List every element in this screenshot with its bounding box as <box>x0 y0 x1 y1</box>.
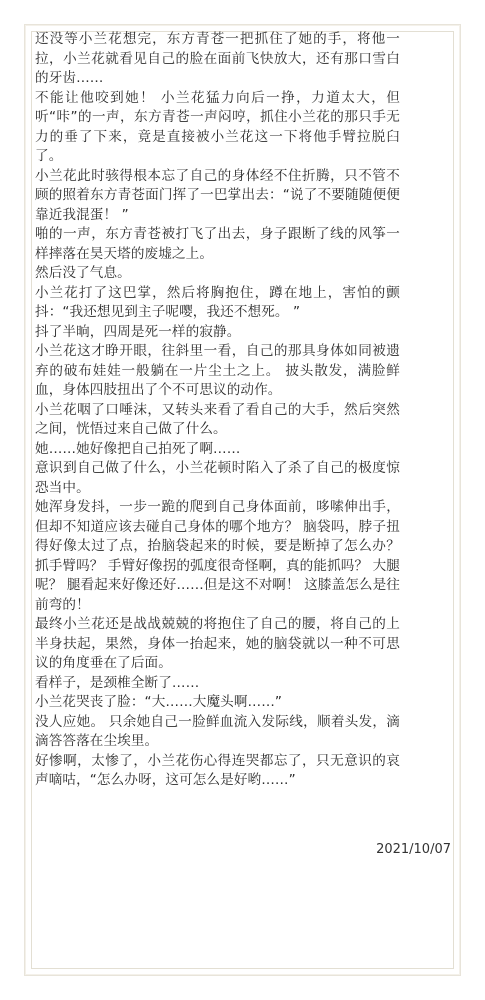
paragraph-4: 啪的一声，东方青苍被打飞了出去，身子跟断了线的风筝一样摔落在昊天塔的废墟之上。 <box>35 226 400 262</box>
story-text <box>35 30 400 791</box>
date-stamp: 2021/10/07 <box>376 842 451 857</box>
paragraph-13: 最终小兰花还是战战兢兢的将抱住了自己的腰，将自己的上半身扶起，果然，身体一抬起来，她的脑袋就以一种不可思议的角度垂在了后面。 <box>35 616 400 671</box>
paragraph-16: 没人应她。 只余她自己一脸鲜血流入发际线，顺着头发，滴滴答答落在尘埃里。 <box>35 713 400 749</box>
paragraph-2: 不能让他咬到她！ 小兰花猛力向后一挣，力道太大，但听“咔”的一声，东方青苍一声闷哼，抓住小兰花的那只手无力的垂了下来，竟是直接被小兰花这一下将他手臂拉脱臼了。 <box>35 89 400 164</box>
paragraph-10: 她……她好像把自己拍死了啊…… <box>35 440 241 457</box>
paragraph-3: 小兰花此时骇得根本忘了自己的身体经不住折腾，只不管不顾的照着东方青苍面门挥了一巴掌出去：“说了不要随随便便靠近我混蛋！ ” <box>35 167 400 223</box>
paragraph-5: 然后没了气息。 <box>35 265 131 281</box>
paragraph-9: 小兰花咽了口唾沫，又转头来看了看自己的大手，然后突然之间，恍悟过来自己做了什么。 <box>35 401 400 437</box>
paragraph-6: 小兰花打了这巴掌，然后将胸抱住，蹲在地上，害怕的颤抖：“我还想见到主子呢嘤，我还不想死。 ” <box>35 284 400 320</box>
paragraph-17: 好惨啊，太惨了，小兰花伤心得连哭都忘了，只无意识的哀声嘀咕，“怎么办呀，这可怎么是好哟……” <box>35 752 400 788</box>
paragraph-11: 意识到自己做了什么，小兰花顿时陷入了杀了自己的极度惊恐当中。 <box>35 460 400 496</box>
paragraph-1: 还没等小兰花想完，东方青苍一把抓住了她的手，将他一拉，小兰花就看见自己的脸在面前飞快放大，还有那口雪白的牙齿…… <box>35 31 400 86</box>
paragraph-14: 看样子，是颈椎全断了…… <box>35 674 200 691</box>
paragraph-7: 抖了半晌，四周是死一样的寂静。 <box>35 323 241 340</box>
paragraph-12: 她浑身发抖，一步一跪的爬到自己身体面前，哆嗦伸出手，但却不知道应该去碰自己身体的哪个地方？ 脑袋吗，脖子扭得好像太过了点，抬脑袋起来的时候，要是断掉了怎么办？ 抓手臂吗？ 手臂好像拐的弧度很奇怪啊，真的能抓吗？ 大腿呢？ 腿看起来好像还好……但是这不对啊！ 这膝盖怎么是往前弯的！ <box>35 499 400 613</box>
paragraph-8: 小兰花这才睁开眼，往斜里一看，自己的那具身体如同被遗弃的破布娃娃一般躺在一片尘土之上。 披头散发，满脸鲜血，身体四肢扭出了个不可思议的动作。 <box>35 343 400 398</box>
paragraph-15: 小兰花哭丧了脸：“大……大魔头啊……” <box>35 694 283 710</box>
